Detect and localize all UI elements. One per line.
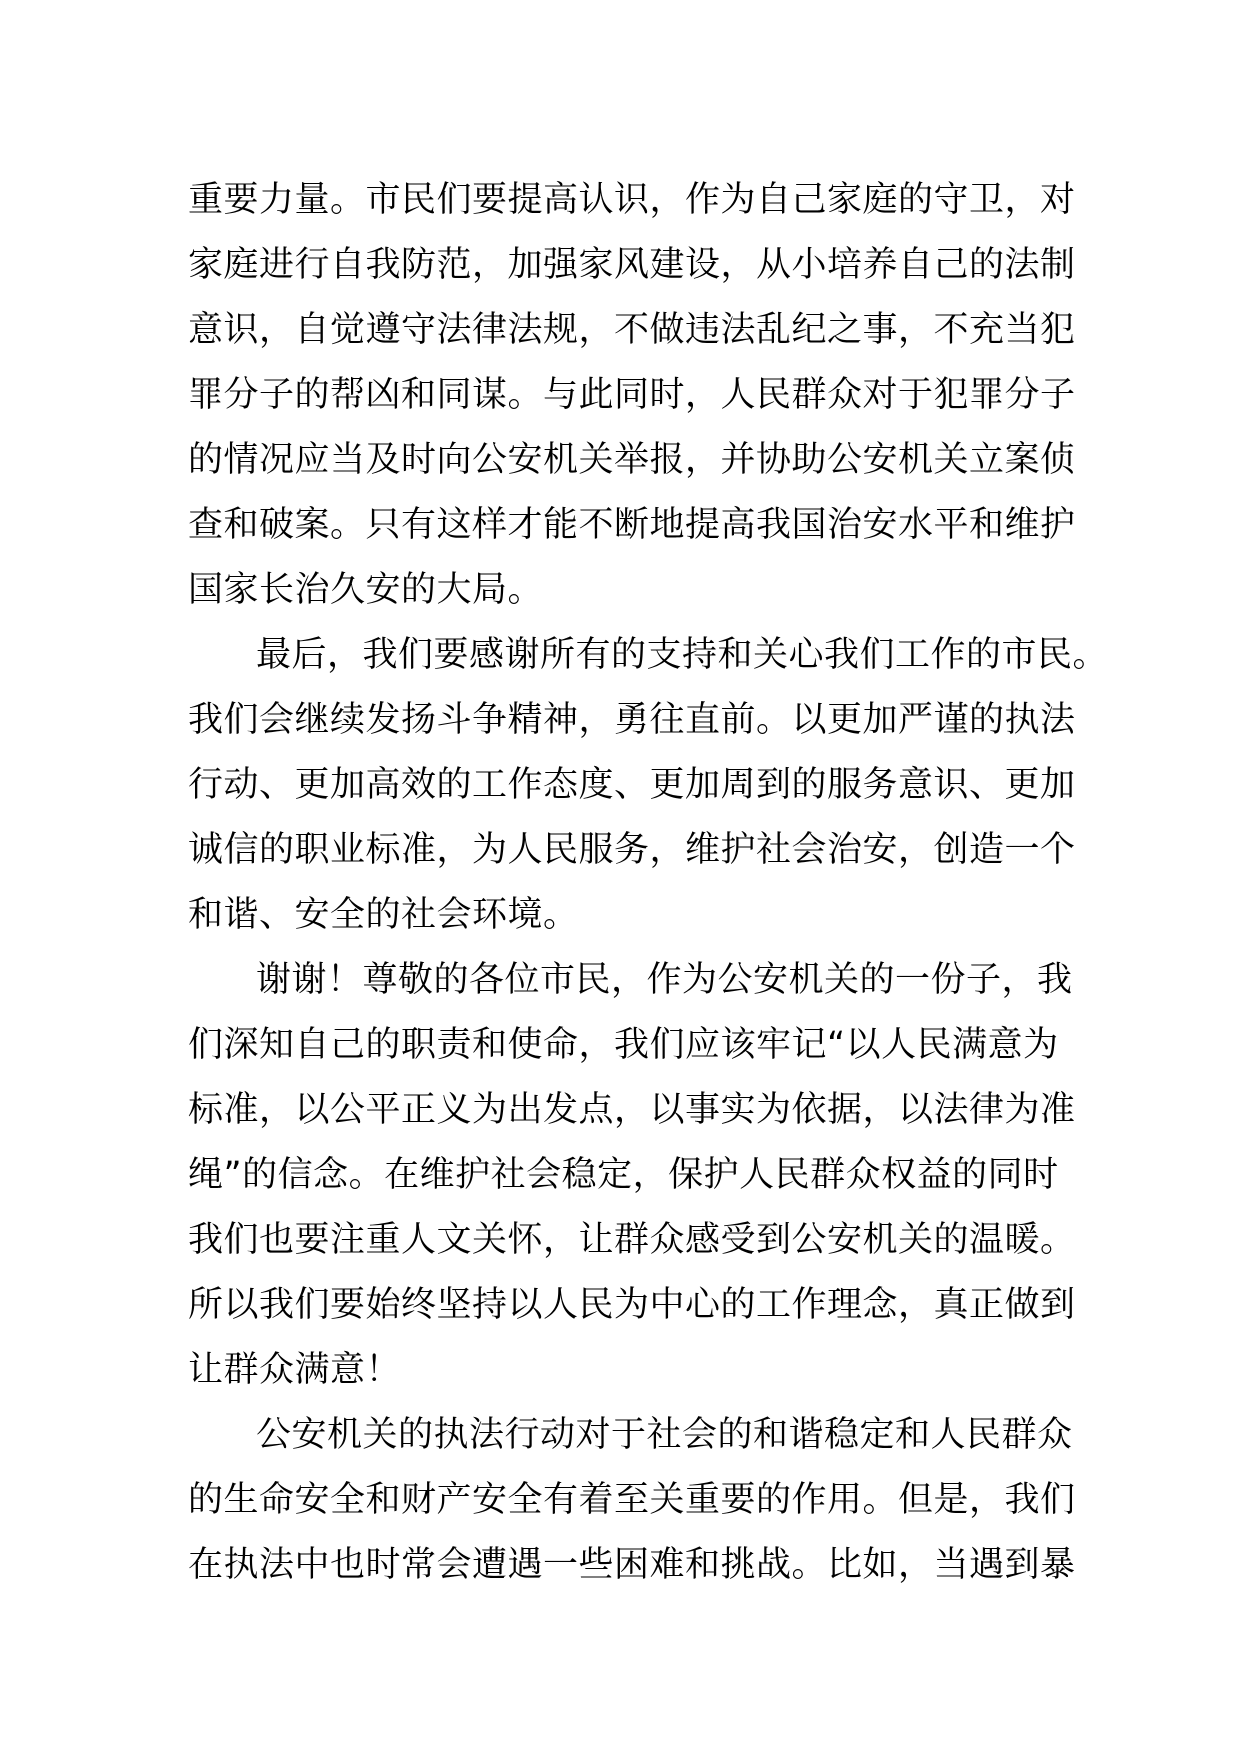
text-line: 罪分子的帮凶和同谋。与此同时，人民群众对于犯罪分子: [188, 375, 1076, 415]
text-line: 重要力量。市民们要提高认识，作为自己家庭的守卫，对: [188, 180, 1076, 220]
text-line: 我们也要注重人文关怀，让群众感受到公安机关的温暖。: [188, 1220, 1076, 1260]
text-line: 诚信的职业标准，为人民服务，维护社会治安，创造一个: [188, 830, 1076, 870]
text-line: 所以我们要始终坚持以人民为中心的工作理念，真正做到: [188, 1285, 1076, 1325]
text-line: 家庭进行自我防范，加强家风建设，从小培养自己的法制: [188, 245, 1076, 285]
text-line: 在执法中也时常会遭遇一些困难和挑战。比如，当遇到暴: [188, 1545, 1076, 1585]
text-line: 绳”的信念。在维护社会稳定，保护人民群众权益的同时: [188, 1155, 1059, 1195]
text-line: 我们会继续发扬斗争精神，勇往直前。以更加严谨的执法: [188, 700, 1076, 740]
paragraph-start-line: 谢谢！尊敬的各位市民，作为公安机关的一份子，我: [256, 960, 1073, 1000]
paragraph-start-line: 公安机关的执法行动对于社会的和谐稳定和人民群众: [256, 1415, 1073, 1455]
text-line: 标准，以公平正义为出发点，以事实为依据，以法律为准: [188, 1090, 1076, 1130]
text-line: 的情况应当及时向公安机关举报，并协助公安机关立案侦: [188, 440, 1076, 480]
text-line: 行动、更加高效的工作态度、更加周到的服务意识、更加: [188, 765, 1076, 805]
text-line: 和谐、安全的社会环境。: [188, 895, 579, 935]
text-line: 查和破案。只有这样才能不断地提高我国治安水平和维护: [188, 505, 1076, 545]
paragraph-start-line: 最后，我们要感谢所有的支持和关心我们工作的市民。: [256, 635, 1109, 675]
text-line: 国家长治久安的大局。: [188, 570, 544, 610]
text-line: 意识，自觉遵守法律法规，不做违法乱纪之事，不充当犯: [188, 310, 1076, 350]
text-line: 让群众满意！: [188, 1350, 402, 1390]
text-line: 们深知自己的职责和使命，我们应该牢记“以人民满意为: [188, 1025, 1059, 1065]
text-line: 的生命安全和财产安全有着至关重要的作用。但是，我们: [188, 1480, 1076, 1520]
body-text: [188, 168, 1109, 1598]
